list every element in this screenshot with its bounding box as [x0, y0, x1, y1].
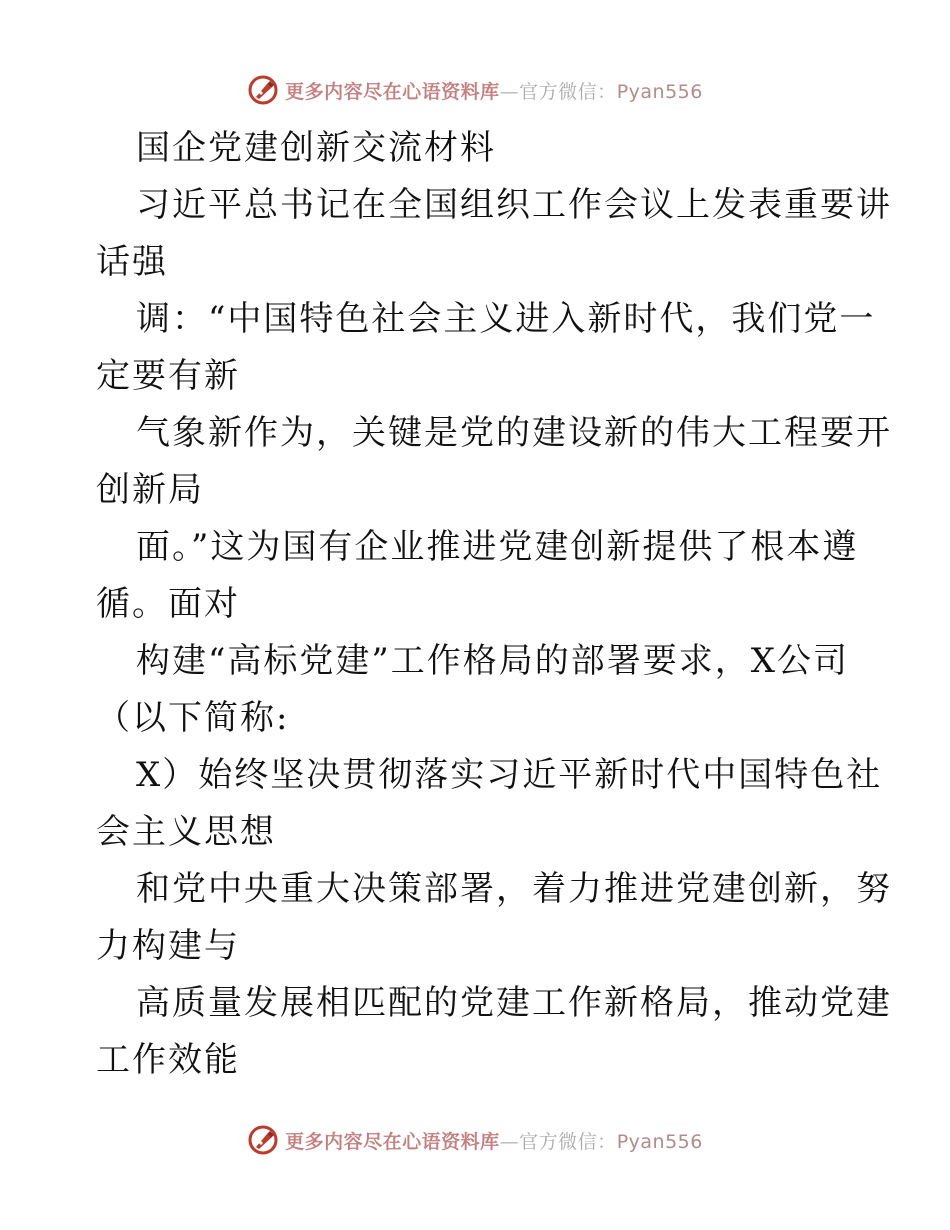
paragraph-line: 会主义思想: [96, 812, 276, 852]
pen-nib-circle-icon: [247, 74, 279, 106]
footer-site-text: 更多内容尽在心语资料库: [285, 1130, 500, 1153]
paragraph-line: 和党中央重大决策部署，着力推进党建创新，努: [136, 869, 892, 909]
paragraph-line: 工作效能: [96, 1040, 240, 1080]
paragraph-line: 调：“中国特色社会主义进入新时代，我们党一: [136, 299, 876, 339]
paragraph-line: 创新局: [96, 470, 204, 510]
paragraph-line: 构建“高标党建”工作格局的部署要求，X公司: [136, 641, 849, 681]
footer-dash: —: [499, 1130, 520, 1153]
paragraph-line: 循。面对: [96, 584, 240, 624]
header-account: Pyan556: [616, 80, 703, 103]
document-body: [96, 120, 892, 1089]
paragraph-line: 定要有新: [96, 356, 240, 396]
document-title: 国企党建创新交流材料: [136, 128, 496, 168]
paragraph-line: （以下简称:: [96, 698, 290, 738]
footer-banner: [0, 1120, 950, 1160]
pen-nib-circle-icon: [247, 1124, 279, 1156]
paragraph-line: 习近平总书记在全国组织工作会议上发表重要讲: [136, 185, 892, 225]
paragraph-line: 面。”这为国有企业推进党建创新提供了根本遵: [136, 527, 859, 567]
paragraph-line: X）始终坚决贯彻落实习近平新时代中国特色社: [136, 755, 883, 795]
footer-banner-text: [285, 1127, 703, 1154]
paragraph-line: 力构建与: [96, 926, 240, 966]
paragraph-line: 话强: [96, 242, 168, 282]
paragraph-line: 气象新作为，关键是党的建设新的伟大工程要开: [136, 413, 892, 453]
header-wechat-label: 官方微信：: [519, 80, 617, 103]
footer-wechat-label: 官方微信：: [519, 1130, 617, 1153]
header-banner-text: [285, 77, 703, 104]
footer-account: Pyan556: [616, 1130, 703, 1153]
paragraph-line: 高质量发展相匹配的党建工作新格局，推动党建: [136, 983, 892, 1023]
header-dash: —: [499, 80, 520, 103]
header-site-text: 更多内容尽在心语资料库: [285, 80, 500, 103]
header-banner: [0, 70, 950, 110]
